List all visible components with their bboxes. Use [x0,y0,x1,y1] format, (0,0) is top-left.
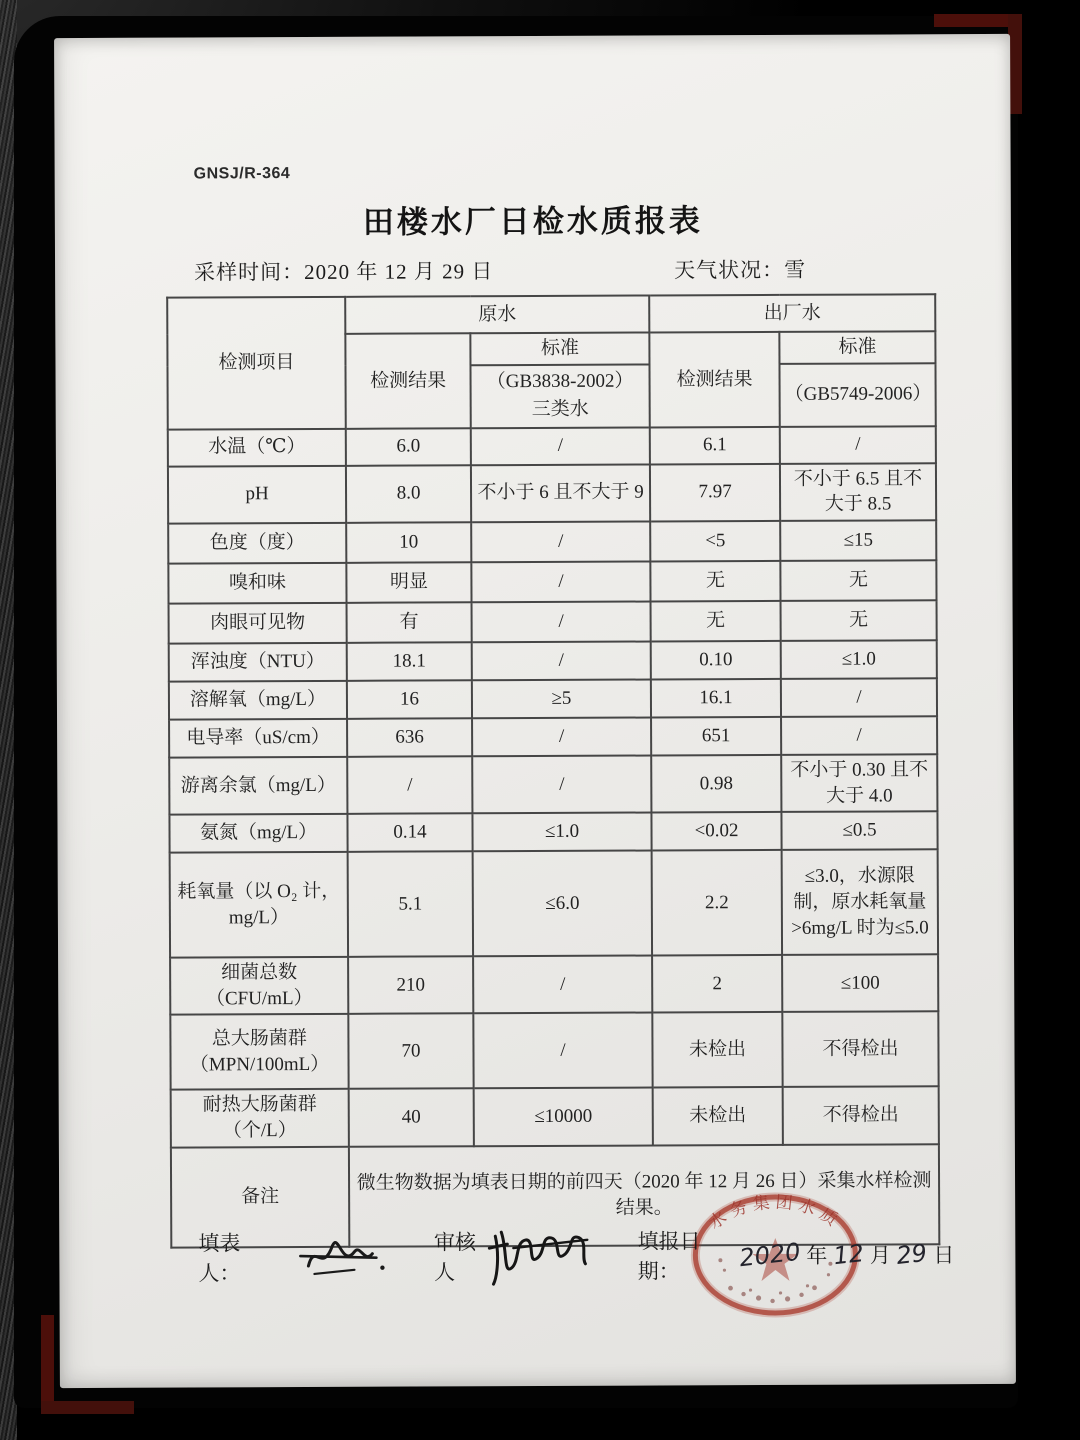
handwritten-month: 12 [831,1239,866,1271]
table-row [170,954,938,1015]
cell-item: 氨氮（mg/L） [169,814,347,853]
cell-raw-result: 6.0 [346,428,471,466]
table-row [169,754,937,815]
cell-out-result: 16.1 [651,679,781,718]
reviewer-label: 审核人 [433,1230,476,1285]
table-row [171,1087,939,1148]
cell-out-standard: 不得检出 [783,1087,939,1145]
cell-item: pH [168,465,346,523]
sample-time [194,255,493,286]
table-row [168,520,936,563]
cell-raw-result: 8.0 [346,465,471,523]
cell-raw-result: 70 [348,1014,473,1090]
cell-out-standard: 不得检出 [782,1012,938,1088]
cell-item: 水温（℃） [168,428,346,466]
cell-raw-standard: ≤10000 [474,1088,653,1146]
header-finished-standard-note: （GB5749-2006） [780,363,936,427]
cell-raw-result: 18.1 [347,642,472,681]
cell-out-result: <0.02 [651,812,781,851]
cell-raw-standard: / [472,641,651,680]
cell-raw-result: 有 [347,602,472,643]
cell-raw-result: 636 [347,718,472,757]
cell-raw-result: 10 [346,522,471,563]
cell-raw-standard: / [471,521,650,562]
cell-out-standard: / [780,426,936,464]
cell-raw-standard: ≤1.0 [472,813,651,852]
table-row [169,600,937,643]
standard-note-line: 三类水 [531,398,589,421]
day-suffix: 日 [933,1243,955,1268]
standard-note-line: （GB3838-2002） [486,370,634,392]
cell-out-standard: 不小于 0.30 且不大于 4.0 [781,754,937,812]
cell-raw-standard: ≤6.0 [473,851,652,957]
table-header-row [167,294,935,334]
cell-out-result: 0.98 [651,755,781,813]
table-row [168,560,936,603]
table-row [170,1012,938,1090]
cell-out-result: 2 [652,955,782,1013]
cell-raw-standard: / [471,427,650,465]
cell-raw-result: 5.1 [348,851,473,957]
cell-out-standard: ≤0.5 [781,811,937,850]
cell-out-result: 6.1 [650,427,780,465]
filler-signature [294,1230,390,1284]
table-row [169,716,937,757]
report-date-label: 填报日期： [637,1229,701,1284]
cell-raw-standard: / [471,561,650,602]
cell-out-result: 无 [651,601,781,642]
cell-out-result: 未检出 [652,1012,782,1088]
cell-raw-result: 16 [347,680,472,719]
table-row [170,849,938,957]
header-finished-standard: 标准 [779,331,935,363]
cell-raw-result: 0.14 [347,813,472,852]
cell-out-result: 7.97 [650,464,780,522]
cell-out-standard: 不小于 6.5 且不大于 8.5 [780,463,936,521]
header-raw-standard-note [470,364,649,428]
cell-raw-standard: ≥5 [472,679,651,718]
cell-raw-standard: / [473,1013,652,1089]
report-sheet [54,34,1016,1388]
cell-out-result: 未检出 [653,1087,783,1145]
cell-out-standard: ≤15 [780,520,936,561]
header-raw-standard: 标准 [470,332,649,364]
cell-out-standard: 无 [780,560,936,601]
cell-out-standard: / [781,716,937,755]
cell-out-result: 651 [651,717,781,756]
cell-item: 色度（度） [168,523,346,564]
cell-out-standard: 无 [781,600,937,641]
cell-item: 肉眼可见物 [169,603,347,644]
cell-item: 耐热大肠菌群（个/L） [171,1089,349,1147]
remark-label: 备注 [171,1147,349,1248]
remark-text: 微生物数据为填表日期的前四天（2020 年 12 月 26 日）采集水样检测结果。 [349,1144,939,1247]
signature-line [198,1214,958,1297]
handwritten-year: 2020 [737,1237,802,1273]
month-suffix: 月 [869,1243,891,1268]
cell-item: 游离余氯（mg/L） [169,757,347,815]
water-quality-table [166,293,940,1248]
cell-item: 电导率（uS/cm） [169,719,347,758]
sample-time-value: 2020 年 12 月 29 日 [304,259,494,285]
cell-raw-standard: / [472,755,651,813]
weather [674,254,806,285]
page-title: 田楼水厂日检水质报表 [362,203,703,240]
cell-raw-result: 210 [348,956,473,1014]
header-item: 检测项目 [167,297,346,429]
header-finished-result: 检测结果 [649,332,779,427]
table-row [169,811,937,852]
cell-out-result: <5 [650,521,780,562]
document-code: GNSJ/R-364 [193,165,291,183]
cell-out-result: 无 [650,561,780,602]
reviewer-signature [486,1224,596,1288]
cell-item: 总大肠菌群（MPN/100mL） [170,1014,348,1090]
table-row [169,678,937,719]
handwritten-day: 29 [895,1238,929,1270]
cell-raw-standard: 不小于 6 且不大于 9 [471,464,650,522]
cell-out-standard: / [781,678,937,717]
table-row [169,640,937,681]
cell-item: 溶解氧（mg/L） [169,681,347,720]
cell-raw-standard: / [473,956,652,1014]
cell-raw-standard: / [472,601,651,642]
header-finished-water: 出厂水 [649,294,935,332]
table-row [168,426,936,466]
sample-time-label: 采样时间： [194,260,305,285]
cell-out-standard: ≤100 [782,954,938,1012]
header-raw-water: 原水 [345,295,649,333]
cell-item: 浑浊度（NTU） [169,643,347,682]
cell-item: 细菌总数（CFU/mL） [170,957,348,1015]
cell-raw-standard: / [472,717,651,756]
cell-out-standard: ≤1.0 [781,640,937,679]
weather-label: 天气状况： [674,257,785,283]
cell-item: 嗅和味 [168,563,346,604]
cell-out-result: 2.2 [652,850,782,956]
cell-out-standard: ≤3.0，水源限制，原水耗氧量>6mg/L 时为≤5.0 [782,849,938,955]
cell-raw-result: 40 [349,1089,474,1147]
header-raw-result: 检测结果 [345,333,470,428]
filler-label: 填表人： [198,1231,241,1286]
cell-out-result: 0.10 [651,641,781,680]
cell-raw-result: / [347,756,472,814]
cell-raw-result: 明显 [346,562,471,603]
table-row [168,463,936,524]
cell-item: 耗氧量（以 O₂ 计，mg/L） [170,852,348,958]
weather-value: 雪 [784,257,807,282]
stamp-arc-text: 水务集团水质 [705,1192,846,1233]
year-suffix: 年 [806,1243,828,1268]
